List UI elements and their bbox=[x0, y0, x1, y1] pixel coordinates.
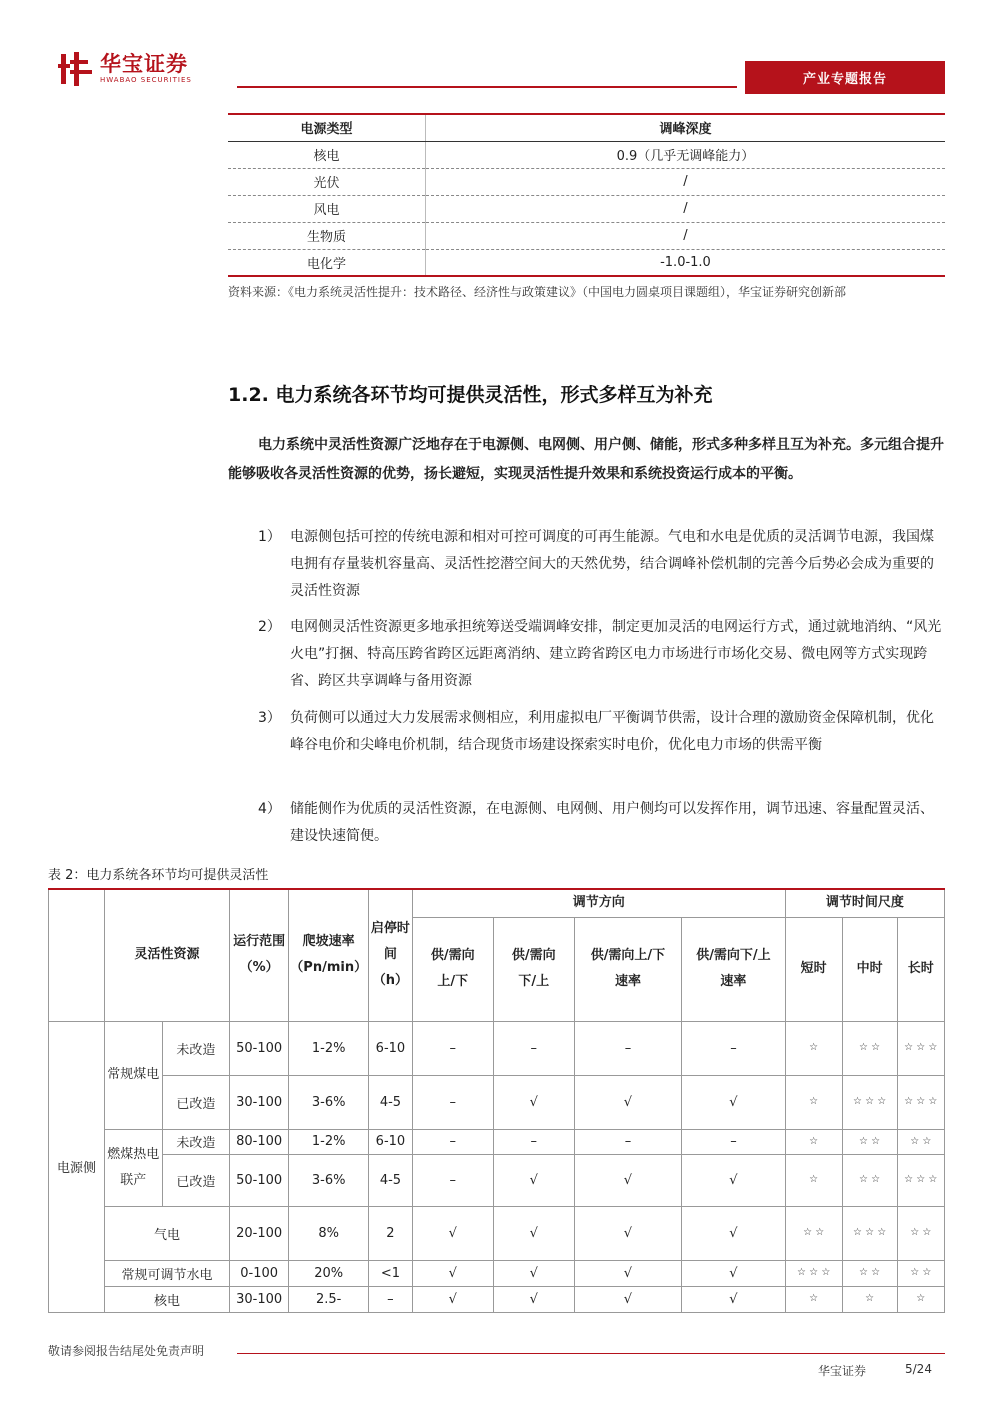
table-cell: 20% bbox=[289, 1260, 369, 1286]
rating-cell: ☆ ☆ bbox=[785, 1206, 842, 1260]
table-cell: 1-2% bbox=[289, 1021, 369, 1075]
table-cell: 已改造 bbox=[162, 1154, 229, 1206]
rating-cell: ☆ ☆ ☆ bbox=[842, 1075, 897, 1129]
group-cell: 燃煤热电联产 bbox=[104, 1129, 162, 1206]
list-item bbox=[258, 524, 945, 605]
list-text: 电源侧包括可控的传统电源和相对可控可调度的可再生能源。气电和水电是优质的灵活调节电源，我国煤电拥有存量装机容量高、灵活性挖潜空间大的天然优势，结合调峰补偿机制的完善今后势必会成为重要的灵活性资源 bbox=[290, 529, 934, 599]
table-cell: – bbox=[412, 1021, 493, 1075]
table-header bbox=[49, 889, 105, 1021]
list-number: 3） bbox=[258, 710, 281, 726]
table-cell: √ bbox=[412, 1260, 493, 1286]
table-cell: 核电 bbox=[228, 141, 425, 168]
table-header: 启停时间（h） bbox=[369, 889, 413, 1021]
lead-paragraph: 电力系统中灵活性资源广泛地存在于电源侧、电网侧、用户侧、储能，形式多种多样且互为补充。多元组合提升能够吸收各灵活性资源的优势，扬长避短，实现灵活性提升效果和系统投资运行成本的平衡。 bbox=[228, 437, 944, 482]
list-item bbox=[258, 796, 945, 850]
table-cell: 6-10 bbox=[369, 1129, 413, 1154]
table-cell: 50-100 bbox=[230, 1021, 289, 1075]
table-cell: 1-2% bbox=[289, 1129, 369, 1154]
table-cell: 20-100 bbox=[230, 1206, 289, 1260]
rating-cell: ☆ ☆ bbox=[842, 1260, 897, 1286]
list-number: 1） bbox=[258, 529, 281, 545]
table-cell: 50-100 bbox=[230, 1154, 289, 1206]
table-header: 电源类型 bbox=[228, 114, 425, 141]
rating-cell: ☆ bbox=[785, 1154, 842, 1206]
table-row bbox=[49, 1129, 945, 1154]
table-cell: √ bbox=[412, 1206, 493, 1260]
table-cell: <1 bbox=[369, 1260, 413, 1286]
table-cell: 电化学 bbox=[228, 249, 425, 276]
table-cell: √ bbox=[574, 1206, 681, 1260]
list-item bbox=[258, 614, 945, 695]
table-cell: 30-100 bbox=[230, 1286, 289, 1312]
table-cell: √ bbox=[493, 1206, 574, 1260]
category-cell: 电源侧 bbox=[49, 1021, 105, 1312]
footer-company: 华宝证券 bbox=[818, 1364, 867, 1378]
table-cell: 已改造 bbox=[162, 1075, 229, 1129]
table-cell: √ bbox=[682, 1260, 786, 1286]
table-cell: √ bbox=[493, 1260, 574, 1286]
table-cell: √ bbox=[574, 1075, 681, 1129]
table-row bbox=[228, 195, 945, 222]
table-cell: 0.9（几乎无调峰能力） bbox=[425, 141, 945, 168]
rating-cell: ☆ ☆ bbox=[842, 1154, 897, 1206]
footer-divider bbox=[237, 1353, 945, 1354]
table-cell: 未改造 bbox=[162, 1129, 229, 1154]
rating-cell: ☆ ☆ bbox=[897, 1260, 944, 1286]
table-row bbox=[49, 1075, 945, 1129]
table-cell: – bbox=[682, 1129, 786, 1154]
table-header: 供/需向下/上 bbox=[493, 917, 574, 1021]
table-header: 短时 bbox=[785, 917, 842, 1021]
rating-cell: ☆ ☆ ☆ bbox=[897, 1075, 944, 1129]
rating-cell: ☆ bbox=[785, 1286, 842, 1312]
table-cell: 生物质 bbox=[228, 222, 425, 249]
list-number: 2） bbox=[258, 619, 281, 635]
table-cell: 2 bbox=[369, 1206, 413, 1260]
table-cell: 核电 bbox=[104, 1286, 229, 1312]
table-row bbox=[49, 1021, 945, 1075]
table-cell: 80-100 bbox=[230, 1129, 289, 1154]
table-cell: 2.5- bbox=[289, 1286, 369, 1312]
table-cell: – bbox=[574, 1129, 681, 1154]
rating-cell: ☆ ☆ ☆ bbox=[897, 1021, 944, 1075]
list-item bbox=[258, 705, 945, 759]
table-caption: 表 2：电力系统各环节均可提供灵活性 bbox=[48, 868, 269, 883]
table-cell: √ bbox=[493, 1154, 574, 1206]
table-cell: 3-6% bbox=[289, 1075, 369, 1129]
rating-cell: ☆ bbox=[842, 1286, 897, 1312]
table-cell: – bbox=[682, 1021, 786, 1075]
table-header: 调节时间尺度 bbox=[785, 889, 944, 917]
table-cell: – bbox=[412, 1075, 493, 1129]
footer-disclaimer: 敬请参阅报告结尾处免责声明 bbox=[48, 1344, 205, 1358]
rating-cell: ☆ bbox=[897, 1286, 944, 1312]
table-cell: 气电 bbox=[104, 1206, 229, 1260]
header-divider bbox=[237, 86, 737, 88]
table-cell: 4-5 bbox=[369, 1154, 413, 1206]
logo-icon bbox=[58, 50, 92, 86]
table-row bbox=[49, 1260, 945, 1286]
rating-cell: ☆ ☆ ☆ bbox=[842, 1206, 897, 1260]
table-cell: 未改造 bbox=[162, 1021, 229, 1075]
table-cell: / bbox=[425, 195, 945, 222]
section-heading: 1.2. 电力系统各环节均可提供灵活性，形式多样互为补充 bbox=[228, 384, 713, 406]
table-cell: 风电 bbox=[228, 195, 425, 222]
table-cell: – bbox=[493, 1129, 574, 1154]
table-cell: 常规可调节水电 bbox=[104, 1260, 229, 1286]
table-header: 供/需向下/上速率 bbox=[682, 917, 786, 1021]
table-row bbox=[228, 222, 945, 249]
table-cell: – bbox=[412, 1129, 493, 1154]
table-cell: √ bbox=[574, 1260, 681, 1286]
table-cell: √ bbox=[493, 1286, 574, 1312]
list-text: 储能侧作为优质的灵活性资源，在电源侧、电网侧、用户侧均可以发挥作用，调节迅速、容量配置灵活、建设快速简便。 bbox=[290, 801, 934, 844]
rating-cell: ☆ ☆ bbox=[897, 1206, 944, 1260]
table-cell: 0-100 bbox=[230, 1260, 289, 1286]
table-cell: √ bbox=[574, 1286, 681, 1312]
peak-depth-table bbox=[228, 113, 945, 277]
page-header bbox=[0, 0, 992, 110]
flexibility-table bbox=[48, 888, 945, 1313]
table-header: 供/需向上/下 bbox=[412, 917, 493, 1021]
logo-cn-text: 华宝证券 bbox=[100, 51, 188, 76]
table-cell: √ bbox=[412, 1286, 493, 1312]
table-cell: 8% bbox=[289, 1206, 369, 1260]
list-text: 电网侧灵活性资源更多地承担统筹送受端调峰安排，制定更加灵活的电网运行方式，通过就地消纳、“风光火电”打捆、特高压跨省跨区远距离消纳、建立跨省跨区电力市场进行市场化交易、微电网等方式实现跨省、跨区共享调峰与备用资源 bbox=[290, 619, 942, 689]
table-cell: √ bbox=[682, 1286, 786, 1312]
table-header: 长时 bbox=[897, 917, 944, 1021]
table-source: 资料来源：《电力系统灵活性提升：技术路径、经济性与政策建议》（中国电力圆桌项目课题组），华宝证券研究创新部 bbox=[228, 285, 847, 299]
table-header: 供/需向上/下速率 bbox=[574, 917, 681, 1021]
table-row bbox=[49, 1206, 945, 1260]
table-header: 调节方向 bbox=[412, 889, 785, 917]
table-header: 调峰深度 bbox=[425, 114, 945, 141]
table-cell: 4-5 bbox=[369, 1075, 413, 1129]
table-cell: -1.0-1.0 bbox=[425, 249, 945, 276]
rating-cell: ☆ bbox=[785, 1021, 842, 1075]
table-cell: – bbox=[412, 1154, 493, 1206]
table-header: 运行范围（%） bbox=[230, 889, 289, 1021]
rating-cell: ☆ ☆ bbox=[897, 1129, 944, 1154]
table-cell: 3-6% bbox=[289, 1154, 369, 1206]
table-cell: – bbox=[574, 1021, 681, 1075]
report-type-badge: 产业专题报告 bbox=[745, 61, 945, 94]
table-cell: √ bbox=[574, 1154, 681, 1206]
table-cell: – bbox=[369, 1286, 413, 1312]
rating-cell: ☆ bbox=[785, 1129, 842, 1154]
table-row bbox=[49, 1154, 945, 1206]
rating-cell: ☆ ☆ bbox=[842, 1021, 897, 1075]
table-cell: / bbox=[425, 222, 945, 249]
table-header: 中时 bbox=[842, 917, 897, 1021]
table-cell: 6-10 bbox=[369, 1021, 413, 1075]
table-row bbox=[228, 141, 945, 168]
table-row bbox=[49, 1286, 945, 1312]
logo-en-text: HWABAO SECURITIES bbox=[100, 75, 192, 84]
group-cell: 常规煤电 bbox=[104, 1021, 162, 1129]
table-cell: 光伏 bbox=[228, 168, 425, 195]
rating-cell: ☆ ☆ bbox=[842, 1129, 897, 1154]
rating-cell: ☆ ☆ ☆ bbox=[897, 1154, 944, 1206]
table-row bbox=[228, 168, 945, 195]
table-header: 灵活性资源 bbox=[104, 889, 229, 1021]
rating-cell: ☆ bbox=[785, 1075, 842, 1129]
page-number: 5/24 bbox=[905, 1362, 932, 1376]
table-header: 爬坡速率（Pn/min） bbox=[289, 889, 369, 1021]
table-cell: / bbox=[425, 168, 945, 195]
list-number: 4） bbox=[258, 801, 281, 817]
table-cell: √ bbox=[682, 1154, 786, 1206]
table-cell: √ bbox=[682, 1206, 786, 1260]
table-row bbox=[228, 249, 945, 276]
table-cell: √ bbox=[682, 1075, 786, 1129]
list-text: 负荷侧可以通过大力发展需求侧相应，利用虚拟电厂平衡调节供需，设计合理的激励资金保障机制，优化峰谷电价和尖峰电价机制，结合现货市场建设探索实时电价，优化电力市场的供需平衡 bbox=[290, 710, 934, 753]
table-cell: √ bbox=[493, 1075, 574, 1129]
table-cell: – bbox=[493, 1021, 574, 1075]
company-logo bbox=[58, 50, 192, 86]
rating-cell: ☆ ☆ ☆ bbox=[785, 1260, 842, 1286]
table-cell: 30-100 bbox=[230, 1075, 289, 1129]
